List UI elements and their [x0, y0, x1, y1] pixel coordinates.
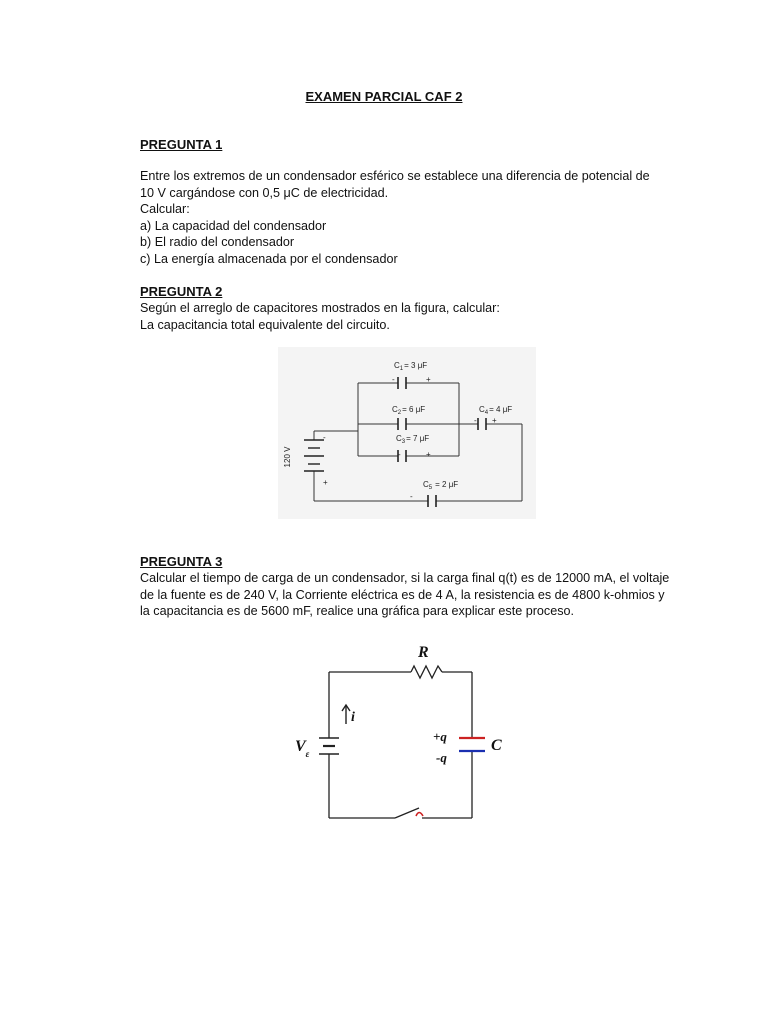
question-2-line: Según el arreglo de capacitores mostrados en la figura, calcular: — [140, 301, 500, 315]
question-3-line: Calcular el tiempo de carga de un condensador, si la carga final q(t) es de 12000 mA, el voltaje — [140, 571, 670, 585]
question-1-heading: PREGUNTA 1 — [140, 137, 223, 152]
c1-plus: + — [426, 375, 431, 384]
rc-circuit-figure — [285, 630, 525, 830]
resistor-label: R — [418, 644, 429, 661]
document-title: EXAMEN PARCIAL CAF 2 — [305, 89, 463, 104]
rc-circuit-diagram — [285, 630, 525, 830]
question-2-line: La capacitancia total equivalente del circuito. — [140, 317, 390, 332]
question-1-line: a) La capacidad del condensador — [140, 218, 327, 233]
capacitor-network-diagram — [278, 347, 536, 519]
battery-plus: + — [323, 478, 328, 487]
c3-minus: - — [398, 450, 401, 459]
question-1-line: Calcular: — [140, 202, 190, 216]
question-3-heading: PREGUNTA 3 — [140, 554, 223, 569]
question-1-line: b) El radio del condensador — [140, 235, 295, 249]
c1-label: $C_1= 3$ μF — [394, 361, 428, 372]
switch-contact — [416, 813, 423, 817]
question-3-line: la capacitancia es de 5600 mF, realice una gráfica para explicar este proceso. — [140, 604, 575, 618]
question-1-line: 10 V cargándose con 0,5 μC de electricidad. — [140, 185, 389, 200]
current-arrow-icon — [342, 705, 350, 724]
question-3-line: de la fuente es de 240 V, la Corriente eléctrica es de 4 A, la resistencia es de 4800 k-ohmios y — [140, 587, 665, 602]
c4-minus: - — [474, 416, 477, 425]
question-2-heading: PREGUNTA 2 — [140, 284, 223, 299]
battery-voltage-label: 120 V — [283, 446, 292, 468]
c1-minus: - — [392, 375, 395, 384]
voltage-source-label: $V_\varepsilon$ — [295, 738, 310, 759]
current-label: i — [351, 710, 355, 725]
minus-q-label: -q — [436, 750, 447, 765]
c4-plus: + — [492, 416, 497, 425]
question-1-line: Entre los extremos de un condensador esférico se establece una diferencia de potencial de — [140, 169, 650, 183]
c3-plus: + — [426, 450, 431, 459]
capacitor-network-figure — [278, 347, 536, 519]
c5-label: $C_5 = 2$ μF — [423, 480, 459, 491]
question-2-text — [140, 300, 680, 333]
c5-minus: - — [410, 492, 413, 501]
question-3-text — [140, 570, 680, 620]
c3-label: $C_3= 7$ μF — [396, 434, 430, 445]
c4-label: $C_4= 4$ μF — [479, 405, 513, 416]
c2-label: $C_2= 6$ μF — [392, 405, 426, 416]
plus-q-label: +q — [433, 729, 447, 744]
capacitor-label: C — [491, 737, 502, 754]
question-1-line: c) La energía almacenada por el condensador — [140, 251, 398, 266]
question-1-text — [140, 168, 680, 267]
battery-minus: - — [323, 433, 326, 442]
